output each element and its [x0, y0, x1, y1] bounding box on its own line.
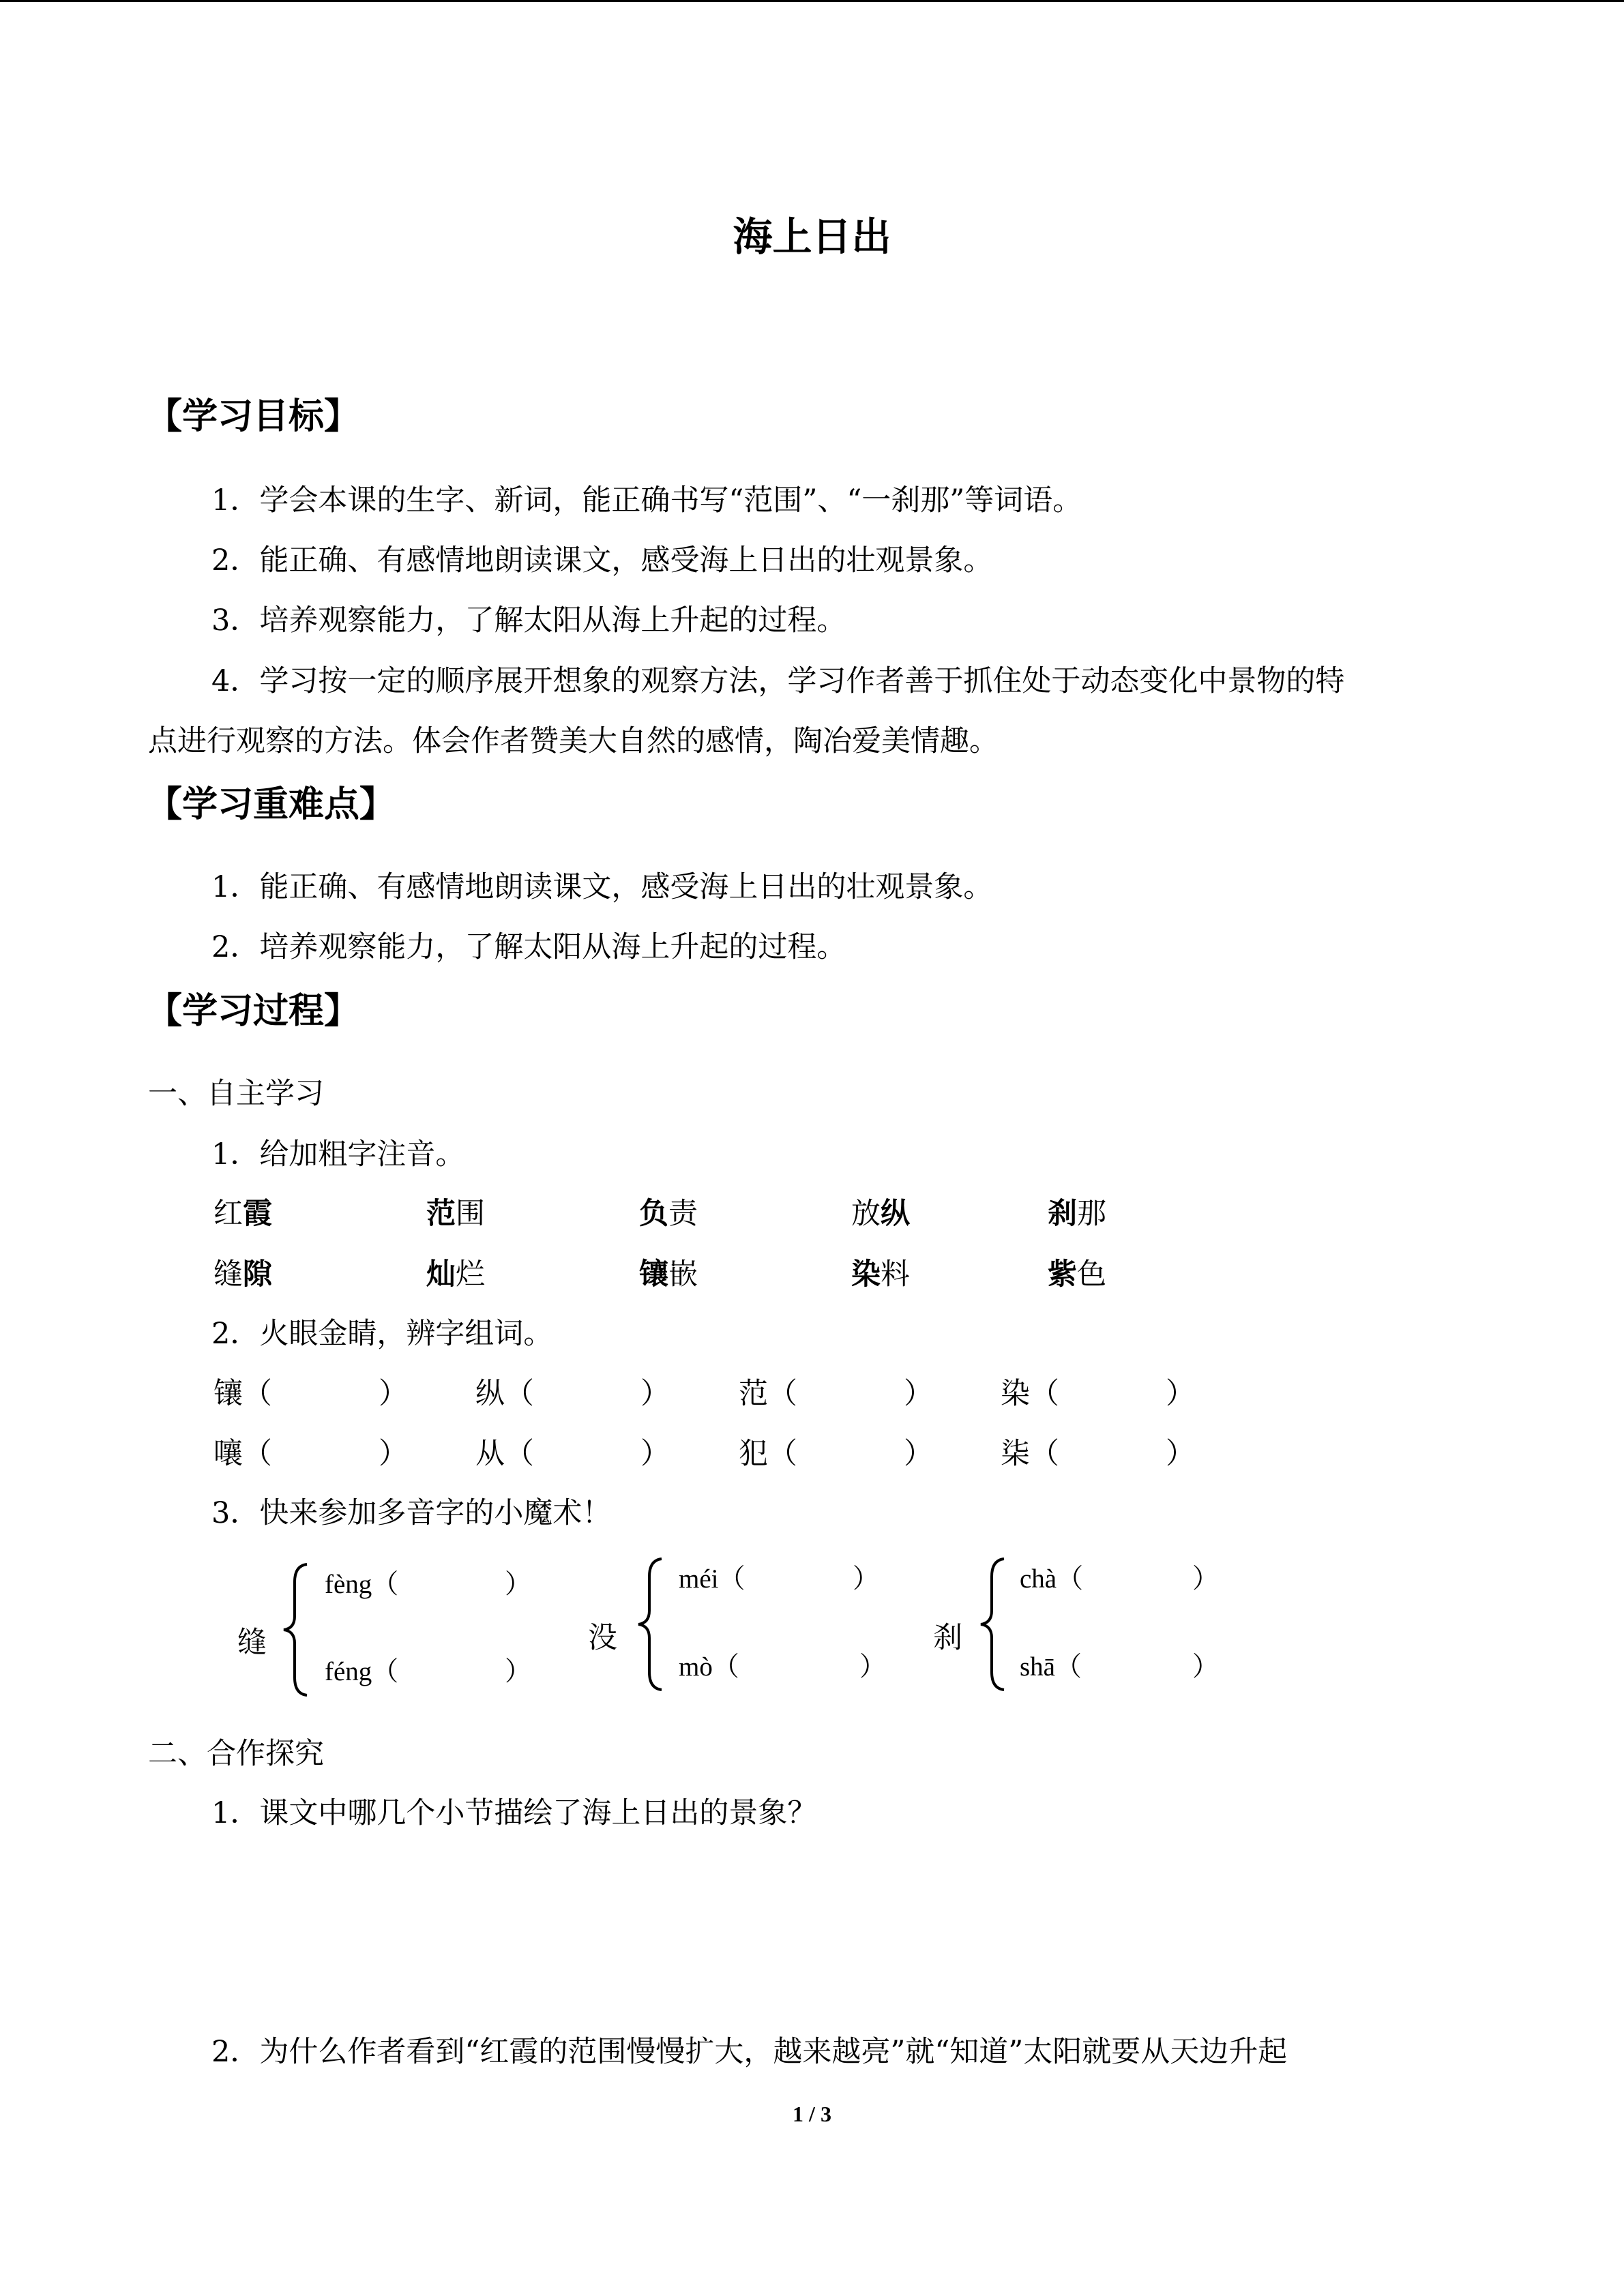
char-cong-close: ）	[640, 1437, 670, 1471]
key-point-1: 1．能正确、有感情地朗读课文，感受海上日出的壮观景象。	[211, 870, 993, 904]
goal-item-3: 3．培养观察能力，了解太阳从海上升起的过程。	[211, 603, 846, 638]
part2-question-1: 1．课文中哪几个小节描绘了海上日出的景象？	[211, 1796, 817, 1830]
char-fan2: 犯（	[739, 1437, 797, 1471]
brace-icon	[977, 1556, 1007, 1693]
top-border-line	[0, 0, 1624, 2]
poly-cha-reading-2: shā（	[1020, 1652, 1082, 1682]
poly-cha-reading-1: chà（	[1020, 1564, 1084, 1594]
poly-feng-reading-2-close: ）	[505, 1657, 532, 1686]
char-xiang-close: ）	[379, 1377, 408, 1411]
goal-item-4-continued: 点进行观察的方法。体会作者赞美大自然的感情，陶冶爱美情趣。	[148, 724, 999, 758]
part1-question-3: 3．快来参加多音字的小魔术！	[211, 1496, 612, 1530]
poly-feng-reading-1: fèng（	[325, 1570, 399, 1599]
word-fangzong: 放纵	[851, 1197, 910, 1231]
char-fan: 范（	[739, 1377, 797, 1411]
poly-mei-reading-2: mò（	[679, 1652, 739, 1682]
poly-cha-reading-1-close: ）	[1192, 1564, 1220, 1594]
page-number: 1 / 3	[793, 2102, 831, 2126]
word-canlan: 灿烂	[426, 1257, 485, 1292]
char-zong-close: ）	[640, 1377, 670, 1411]
word-hongxia: 红霞	[213, 1197, 272, 1231]
part1-question-1: 1．给加粗字注音。	[211, 1137, 465, 1172]
char-rang-close: ）	[379, 1437, 408, 1471]
goal-item-1: 1．学会本课的生字、新词，能正确书写“范围”、“一刹那”等词语。	[211, 483, 1082, 518]
char-qi: 柒（	[1001, 1437, 1059, 1471]
part1-question-2: 2．火眼金睛，辨字组词。	[211, 1317, 553, 1351]
char-ran-close: ）	[1166, 1377, 1195, 1411]
poly-cha-reading-2-close: ）	[1192, 1652, 1220, 1682]
char-ran: 染（	[1001, 1377, 1059, 1411]
part1-title: 一、自主学习	[148, 1077, 324, 1111]
poly-mei-reading-2-close: ）	[859, 1652, 887, 1682]
goals-heading: 【学习目标】	[147, 396, 360, 437]
word-xiangqian: 镶嵌	[639, 1257, 698, 1292]
poly-feng-reading-1-close: ）	[505, 1570, 532, 1599]
poly-char-mei: 没	[588, 1621, 617, 1655]
word-ranliao: 染料	[851, 1257, 910, 1292]
part2-title: 二、合作探究	[148, 1737, 324, 1771]
char-cong: 从（	[475, 1437, 534, 1471]
word-fengxi: 缝隙	[213, 1257, 272, 1292]
char-rang: 嚷（	[213, 1437, 272, 1471]
process-heading: 【学习过程】	[147, 990, 360, 1032]
goal-item-4: 4．学习按一定的顺序展开想象的观察方法，学习作者善于抓住处于动态变化中景物的特	[211, 664, 1345, 698]
char-fan2-close: ）	[904, 1437, 933, 1471]
poly-mei-reading-1: méi（	[679, 1564, 745, 1594]
poly-feng-reading-2: féng（	[325, 1657, 399, 1686]
char-zong: 纵（	[475, 1377, 534, 1411]
word-fuze: 负责	[639, 1197, 698, 1231]
part2-question-2: 2．为什么作者看到“红霞的范围慢慢扩大，越来越亮”就“知道”太阳就要从天边升起	[211, 2035, 1288, 2069]
key-point-2: 2．培养观察能力，了解太阳从海上升起的过程。	[211, 930, 846, 964]
page-title: 海上日出	[733, 213, 891, 260]
poly-char-feng: 缝	[237, 1626, 267, 1660]
goal-item-2: 2．能正确、有感情地朗读课文，感受海上日出的壮观景象。	[211, 543, 993, 578]
word-fanwei: 范围	[426, 1197, 485, 1231]
char-xiang: 镶（	[213, 1377, 272, 1411]
brace-icon	[634, 1556, 664, 1693]
poly-mei-reading-1-close: ）	[853, 1564, 880, 1594]
key-points-heading: 【学习重难点】	[147, 784, 396, 825]
brace-icon	[280, 1562, 310, 1698]
poly-char-cha: 刹	[933, 1621, 962, 1655]
char-qi-close: ）	[1166, 1437, 1195, 1471]
word-zise: 紫色	[1048, 1257, 1106, 1292]
word-chana: 刹那	[1048, 1197, 1106, 1231]
char-fan-close: ）	[904, 1377, 933, 1411]
